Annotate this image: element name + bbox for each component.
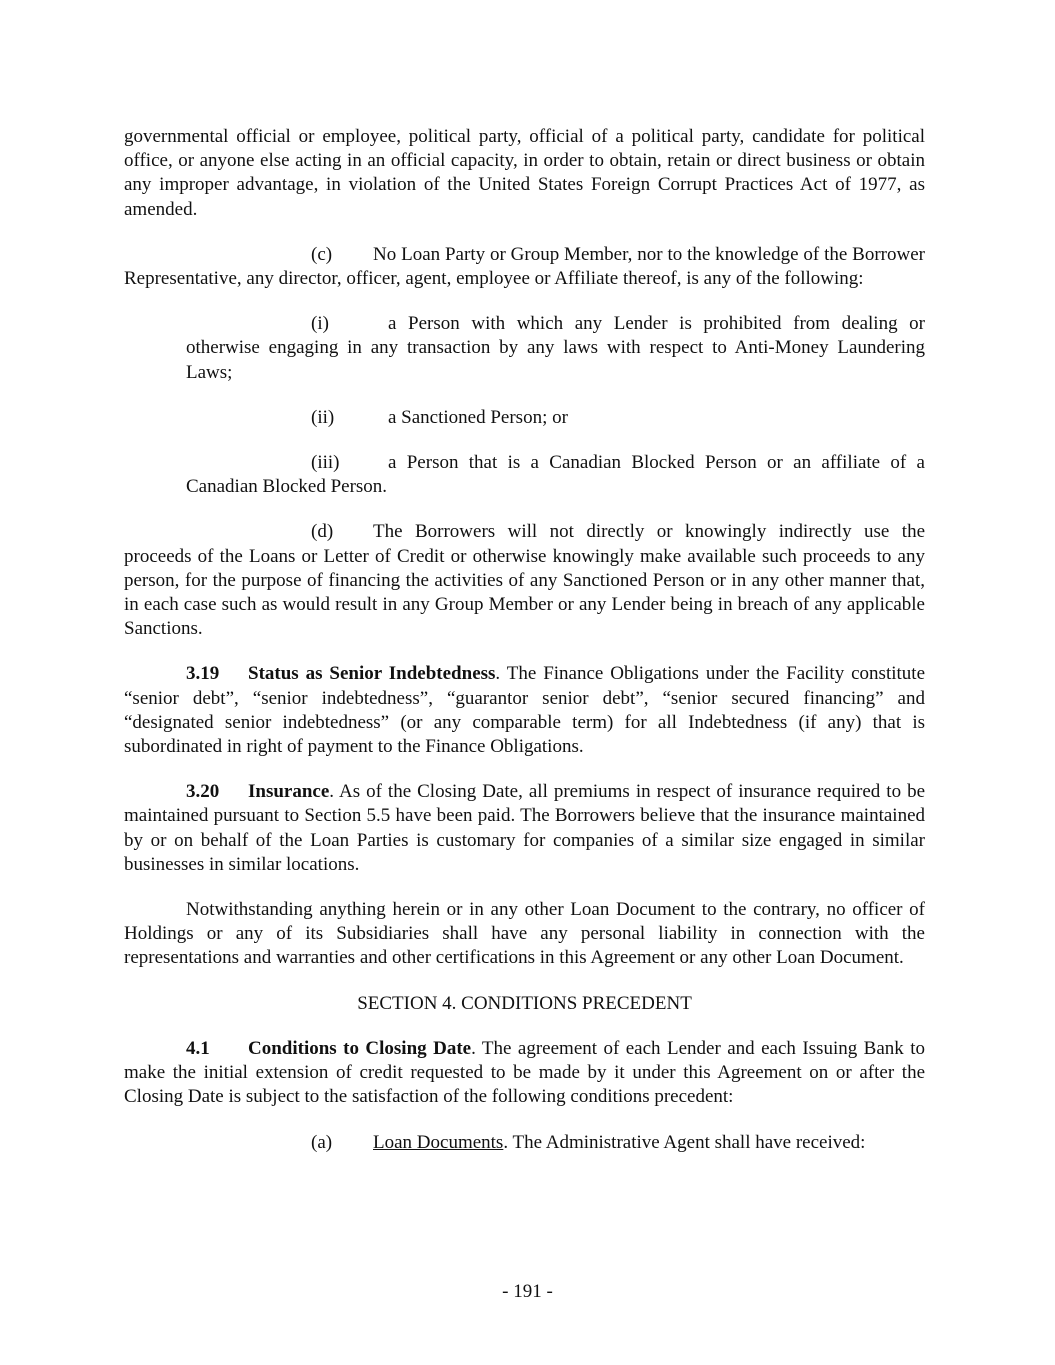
section-3-19-number: 3.19: [186, 663, 220, 685]
page-number: - 191 -: [502, 1281, 553, 1302]
clause-i: [186, 312, 925, 385]
clause-a-heading: Loan Documents: [373, 1131, 504, 1153]
clause-c-label: (c): [311, 243, 333, 265]
clause-d: [124, 520, 925, 641]
section-3-19-text: . The Finance Obligations under the Facility constitute “senior debt”, “senior indebtedness”, “guarantor senior debt”, “senior secured financing” and “designated senior indebtedness” (or any comparable term) for all Indebtedness (if any) that is subordinated in right of payment to the Finance Obligations.: [124, 663, 926, 758]
section-3-20-number: 3.20: [186, 781, 220, 803]
section-4-1: [124, 1037, 925, 1110]
clause-i-text: a Person with which any Lender is prohibited from dealing or otherwise engaging in any transaction by any laws with respect to Anti-Money Laundering Laws;: [186, 313, 925, 383]
paragraph-continuation: governmental official or employee, political party, official of a political party, candidate for political office, or anyone else acting in an official capacity, in order to obtain, retain or direct business or obtain any improper advantage, in violation of the United States Foreign Corrupt Practices Act of 1977, as amended.: [124, 126, 925, 220]
section-4-1-text: . The agreement of each Lender and each Issuing Bank to make the initial extension of credit requested to be made by it under this Agreement on or after the Closing Date is subject to the satisfaction of the following conditions precedent:: [124, 1037, 926, 1108]
section-3-20: [124, 780, 925, 877]
section-3-19: [124, 662, 925, 759]
clause-iii: [186, 451, 925, 499]
clause-d-text: The Borrowers will not directly or knowingly indirectly use the proceeds of the Loans or Letter of Credit or otherwise knowingly make available such proceeds to any person, for the purpose of financing the activities of any Sanctioned Person or in any other manner that, in each case such as would result in any Group Member or any Lender being in breach of any applicable Sanctions.: [124, 521, 925, 640]
section-3-20-heading: Insurance: [248, 781, 330, 803]
clause-c-text: No Loan Party or Group Member, nor to the knowledge of the Borrower Representative, any director, officer, agent, employee or Affiliate thereof, is any of the following:: [124, 243, 925, 290]
clause-a-text: . The Administrative Agent shall have received:: [503, 1131, 866, 1153]
document-body: [124, 125, 925, 1155]
clause-d-label: (d): [311, 521, 334, 543]
section-4-1-heading: Conditions to Closing Date: [248, 1037, 472, 1059]
notwithstanding-paragraph: [124, 898, 925, 971]
notwithstanding-text: Notwithstanding anything herein or in any other Loan Document to the contrary, no officer of Holdings or any of its Subsidiaries shall have any personal liability in connection with the representations and warranties and other certifications in this Agreement or any other Loan Document.: [124, 899, 925, 969]
clause-ii-label: (ii): [311, 406, 335, 428]
clause-ii-text: a Sanctioned Person; or: [388, 406, 568, 428]
section-4-heading: SECTION 4. CONDITIONS PRECEDENT: [357, 992, 692, 1014]
section-3-20-text: . As of the Closing Date, all premiums in respect of insurance required to be maintained pursuant to Section 5.5 have been paid. The Borrowers believe that the insurance maintained by or on behalf of the Loan Parties is customary for companies of a similar size engaged in similar businesses in similar locations.: [124, 781, 925, 875]
clause-i-label: (i): [311, 313, 329, 335]
section-3-19-heading: Status as Senior Indebtedness: [248, 663, 496, 685]
clause-c: [124, 243, 925, 291]
clause-iii-label: (iii): [311, 452, 340, 474]
clause-iii-text: a Person that is a Canadian Blocked Person or an affiliate of a Canadian Blocked Person.: [186, 452, 925, 498]
clause-a-label: (a): [311, 1131, 333, 1153]
clause-ii: [186, 406, 925, 430]
section-4-1-number: 4.1: [186, 1037, 210, 1059]
clause-a: [124, 1131, 925, 1155]
